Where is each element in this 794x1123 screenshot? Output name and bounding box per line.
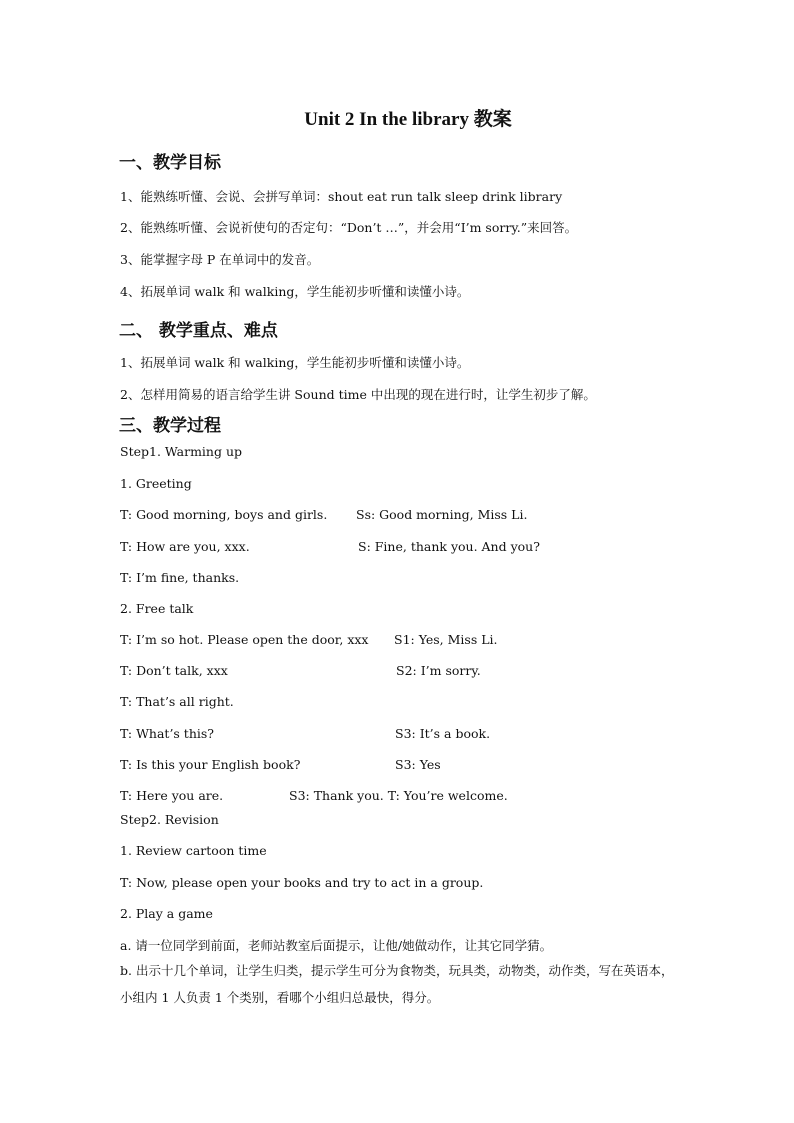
dialogue-student-line: S1: Yes, Miss Li. <box>394 632 498 647</box>
objective-item: 4、拓展单词 walk 和 walking，学生能初步听懂和读懂小诗。 <box>120 284 470 299</box>
game-instruction-a: a. 请一位同学到前面，老师站教室后面提示，让他/她做动作，让其它同学猜。 <box>120 938 553 953</box>
dialogue-student-line: S2: I’m sorry. <box>396 663 481 678</box>
dialogue-student-line: Ss: Good morning, Miss Li. <box>356 507 528 522</box>
dialogue-student-line: S3: Thank you. T: You’re welcome. <box>289 788 508 803</box>
dialogue-teacher-line: T: Don’t talk, xxx <box>120 663 228 678</box>
section-heading-process: 三、教学过程 <box>119 416 221 436</box>
dialogue-teacher-line: T: What’s this? <box>120 726 215 741</box>
dialogue-teacher-line: T: Is this your English book? <box>120 757 301 772</box>
dialogue-teacher-line: T: I’m so hot. Please open the door, xxx <box>120 632 369 647</box>
page-title: Unit 2 In the library 教案 <box>304 109 512 130</box>
key-point-item: 1、拓展单词 walk 和 walking，学生能初步听懂和读懂小诗。 <box>120 355 470 370</box>
dialogue-teacher-line: T: Here you are. <box>120 788 224 803</box>
key-point-item: 2、怎样用简易的语言给学生讲 Sound time 中出现的现在进行时，让学生初步了解。 <box>120 387 596 402</box>
dialogue-teacher-line: T: I’m fine, thanks. <box>120 570 240 585</box>
objective-item: 2、能熟练听懂、会说祈使句的否定句：“Don’t …”，并会用“I’m sorry.”来回答。 <box>120 220 578 235</box>
objective-item: 1、能熟练听懂、会说、会拼写单词：shout eat run talk sleep drink library <box>120 189 563 204</box>
sub-step-heading: 1. Greeting <box>120 476 192 491</box>
instruction-line: T: Now, please open your books and try to act in a group. <box>120 875 484 890</box>
step-heading: Step1. Warming up <box>120 444 243 459</box>
objective-item: 3、能掌握字母 P 在单词中的发音。 <box>120 252 320 267</box>
section-heading-objectives: 一、教学目标 <box>119 153 221 173</box>
dialogue-student-line: S: Fine, thank you. And you? <box>358 539 540 554</box>
dialogue-student-line: S3: Yes <box>395 757 441 772</box>
sub-step-heading: 2. Play a game <box>120 906 213 921</box>
dialogue-student-line: S3: It’s a book. <box>395 726 491 741</box>
dialogue-teacher-line: T: How are you, xxx. <box>120 539 250 554</box>
game-instruction-b: b. 出示十几个单词，让学生归类，提示学生可分为食物类，玩具类，动物类，动作类，写在英语本，小组内 1 人负责 1 个类别，看哪个小组归总最快，得分。 <box>120 963 674 1005</box>
sub-step-heading: 2. Free talk <box>120 601 194 616</box>
dialogue-teacher-line: T: Good morning, boys and girls. <box>120 507 328 522</box>
step-heading: Step2. Revision <box>120 812 219 827</box>
dialogue-teacher-line: T: That’s all right. <box>120 694 234 709</box>
sub-step-heading: 1. Review cartoon time <box>120 843 267 858</box>
section-heading-key-points: 二、 教学重点、难点 <box>119 321 278 341</box>
